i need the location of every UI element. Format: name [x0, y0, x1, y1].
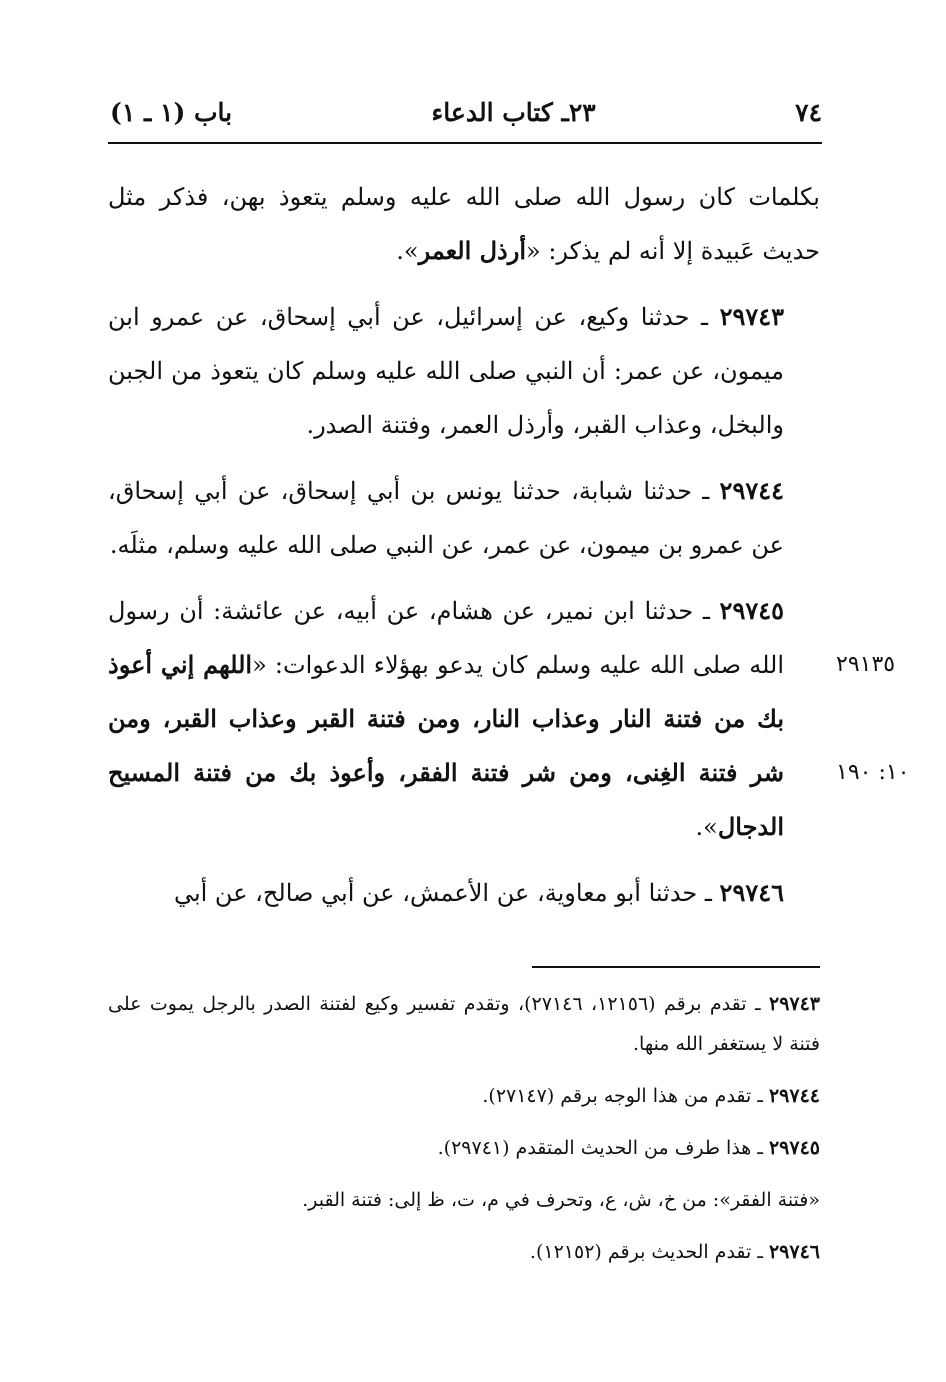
hadith-29745: ٢٩٧٤٥ ـ حدثنا ابن نمير، عن هشام، عن أبيه، عن عائشة: أن رسول الله صلى الله عليه وسلم كان يدعو بهؤلاء الدعوات: «اللهم إني أعوذ بك من فتنة النار وعذاب النار، ومن فتنة القبر وعذاب القبر، ومن شر فتنة الغِنى، ومن شر فتنة الفقر، وأعوذ بك من فتنة المسيح الدجال». — [108, 596, 785, 841]
paragraph-continuation: بكلمات كان رسول الله صلى الله عليه وسلم يتعوذ بهن، فذكر مثل حديث عَبيدة إلا أنه لم يذكر: «أرذل العمر». — [108, 183, 820, 265]
footnote-29743: ٢٩٧٤٣ ـ تقدم برقم (١٢١٥٦، ٢٧١٤٦)، وتقدم تفسير وكيع لفتنة الصدر بالرجل يموت على فتنة لا يستغفر الله منها. — [108, 993, 821, 1055]
hadith-29746: ٢٩٧٤٦ ـ حدثنا أبو معاوية، عن الأعمش، عن أبي صالح، عن أبي — [173, 878, 784, 907]
footnote-rule — [532, 966, 820, 968]
footnote-29746: ٢٩٧٤٦ ـ تقدم الحديث برقم (١٢١٥٢). — [529, 1241, 820, 1263]
margin-ref-29135: ٢٩١٣٥ — [836, 652, 896, 677]
chapter-label: باب (١ ـ ١) — [110, 97, 233, 127]
page-number: ٧٤ — [795, 97, 822, 127]
hadith-29744: ٢٩٧٤٤ ـ حدثنا شبابة، حدثنا يونس بن أبي إسحاق، عن أبي إسحاق، عن عمرو بن ميمون، عن عمر، عن النبي صلى الله عليه وسلم، مثلَه. — [108, 476, 784, 559]
footnote-29745: ٢٩٧٤٥ ـ هذا طرف من الحديث المتقدم (٢٩٧٤١). — [437, 1137, 820, 1159]
bold-phrase: أرذل العمر — [418, 236, 526, 265]
footnote-variant: «فتنة الفقر»: من خ، ش، ع، وتحرف في م، ت، ظ إلى: فتنة القبر. — [302, 1189, 820, 1211]
footnotes — [108, 984, 820, 1284]
hadith-number: ٢٩٧٤٣ — [719, 302, 785, 331]
hadith-number: ٢٩٧٤٦ — [719, 878, 784, 907]
hadith-number: ٢٩٧٤٥ — [719, 596, 784, 625]
book-title: ٢٣ـ كتاب الدعاء — [431, 97, 596, 127]
margin-ref-volume-page: ١٠: ١٩٠ — [836, 760, 910, 785]
page-header — [110, 92, 822, 132]
main-text — [108, 170, 820, 932]
hadith-29743: ٢٩٧٤٣ ـ حدثنا وكيع، عن إسرائيل، عن أبي إسحاق، عن عمرو ابن ميمون، عن عمر: أن النبي صلى الله عليه وسلم كان يتعوذ من الجبن والبخل، وعذاب القبر، وأرذل العمر، وفتنة الصدر. — [108, 302, 785, 439]
hadith-number: ٢٩٧٤٤ — [719, 476, 784, 505]
header-rule — [108, 142, 822, 144]
footnote-29744: ٢٩٧٤٤ ـ تقدم من هذا الوجه برقم (٢٧١٤٧). — [482, 1085, 820, 1107]
bold-supplication: اللهم إني أعوذ بك من فتنة النار وعذاب النار، ومن فتنة القبر وعذاب القبر، ومن شر فتنة الغِنى، ومن شر فتنة الفقر، وأعوذ بك من فتنة المسيح الدجال — [108, 650, 785, 841]
